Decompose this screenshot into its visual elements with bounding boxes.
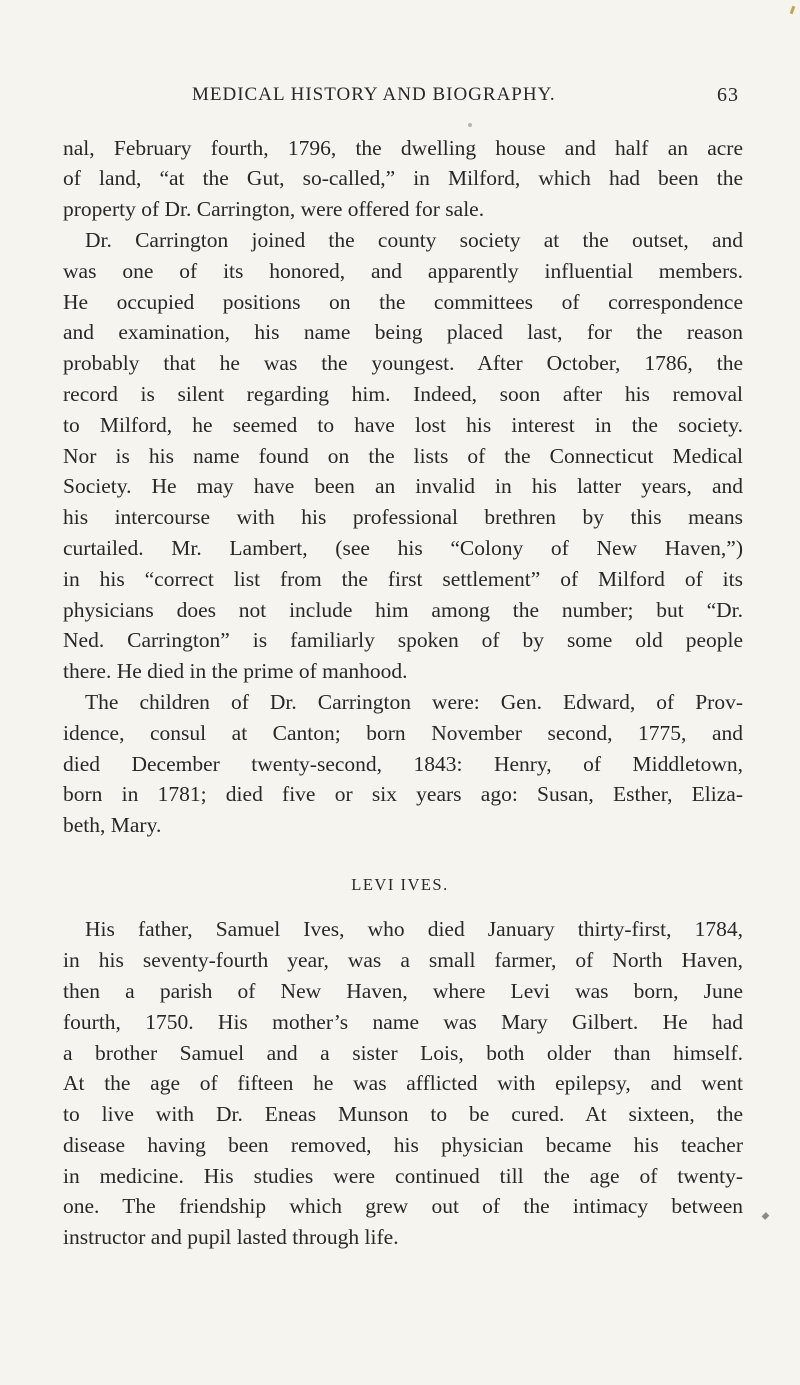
text-line: idence, consul at Canton; born November second, 1775, and [63,721,743,745]
text-line: in his seventy-fourth year, was a small farmer, of North Haven, [63,948,743,972]
text-line: his intercourse with his professional brethren by this means [63,505,743,529]
text-line: At the age of fifteen he was afflicted with epilepsy, and went [63,1071,743,1095]
text-line: record is silent regarding him. Indeed, soon after his removal [63,382,743,406]
text-line: physicians does not include him among the number; but “Dr. [63,598,743,622]
text-line: Nor is his name found on the lists of the Connecticut Medical [63,444,743,468]
text-line: one. The friendship which grew out of the intimacy between [63,1194,743,1218]
text-line: fourth, 1750. His mother’s name was Mary Gilbert. He had [63,1010,743,1034]
text-line: of land, “at the Gut, so-called,” in Milford, which had been the [63,166,743,190]
text-line: born in 1781; died five or six years ago: Susan, Esther, Eliza- [63,782,743,806]
text-line: there. He died in the prime of manhood. [63,659,408,683]
text-line: to live with Dr. Eneas Munson to be cured. At sixteen, the [63,1102,743,1126]
paper-mark [790,6,796,15]
section-heading: LEVI IVES. [351,875,449,894]
text-line: in medicine. His studies were continued till the age of twenty- [63,1164,743,1188]
text-line: probably that he was the youngest. After October, 1786, the [63,351,743,375]
page-number: 63 [717,84,739,106]
text-line: died December twenty-second, 1843: Henry, of Middletown, [63,752,743,776]
text-line: was one of its honored, and apparently influential members. [63,259,743,283]
text-line: beth, Mary. [63,813,162,837]
running-title: MEDICAL HISTORY AND BIOGRAPHY. [192,84,556,105]
text-line: His father, Samuel Ives, who died January thirty-first, 1784, [85,917,743,941]
text-line: to Milford, he seemed to have lost his interest in the society. [63,413,743,437]
text-line: in his “correct list from the first settlement” of Milford of its [63,567,743,591]
text-line: disease having been removed, his physician became his teacher [63,1133,743,1157]
text-line: instructor and pupil lasted through life. [63,1225,399,1249]
text-line: then a parish of New Haven, where Levi was born, June [63,979,743,1003]
text-line: and examination, his name being placed last, for the reason [63,320,743,344]
text-line: nal, February fourth, 1796, the dwelling house and half an acre [63,136,743,160]
paper-mark [762,1212,770,1220]
text-line: Dr. Carrington joined the county society at the outset, and [85,228,743,252]
text-line: curtailed. Mr. Lambert, (see his “Colony of New Haven,”) [63,536,743,560]
text-line: Ned. Carrington” is familiarly spoken of by some old people [63,628,743,652]
text-line: He occupied positions on the committees of correspondence [63,290,743,314]
text-line: Society. He may have been an invalid in his latter years, and [63,474,743,498]
text-line: property of Dr. Carrington, were offered for sale. [63,197,485,221]
paper-speck [468,123,472,127]
text-line: The children of Dr. Carrington were: Gen. Edward, of Prov- [85,690,743,714]
text-line: a brother Samuel and a sister Lois, both older than himself. [63,1041,743,1065]
